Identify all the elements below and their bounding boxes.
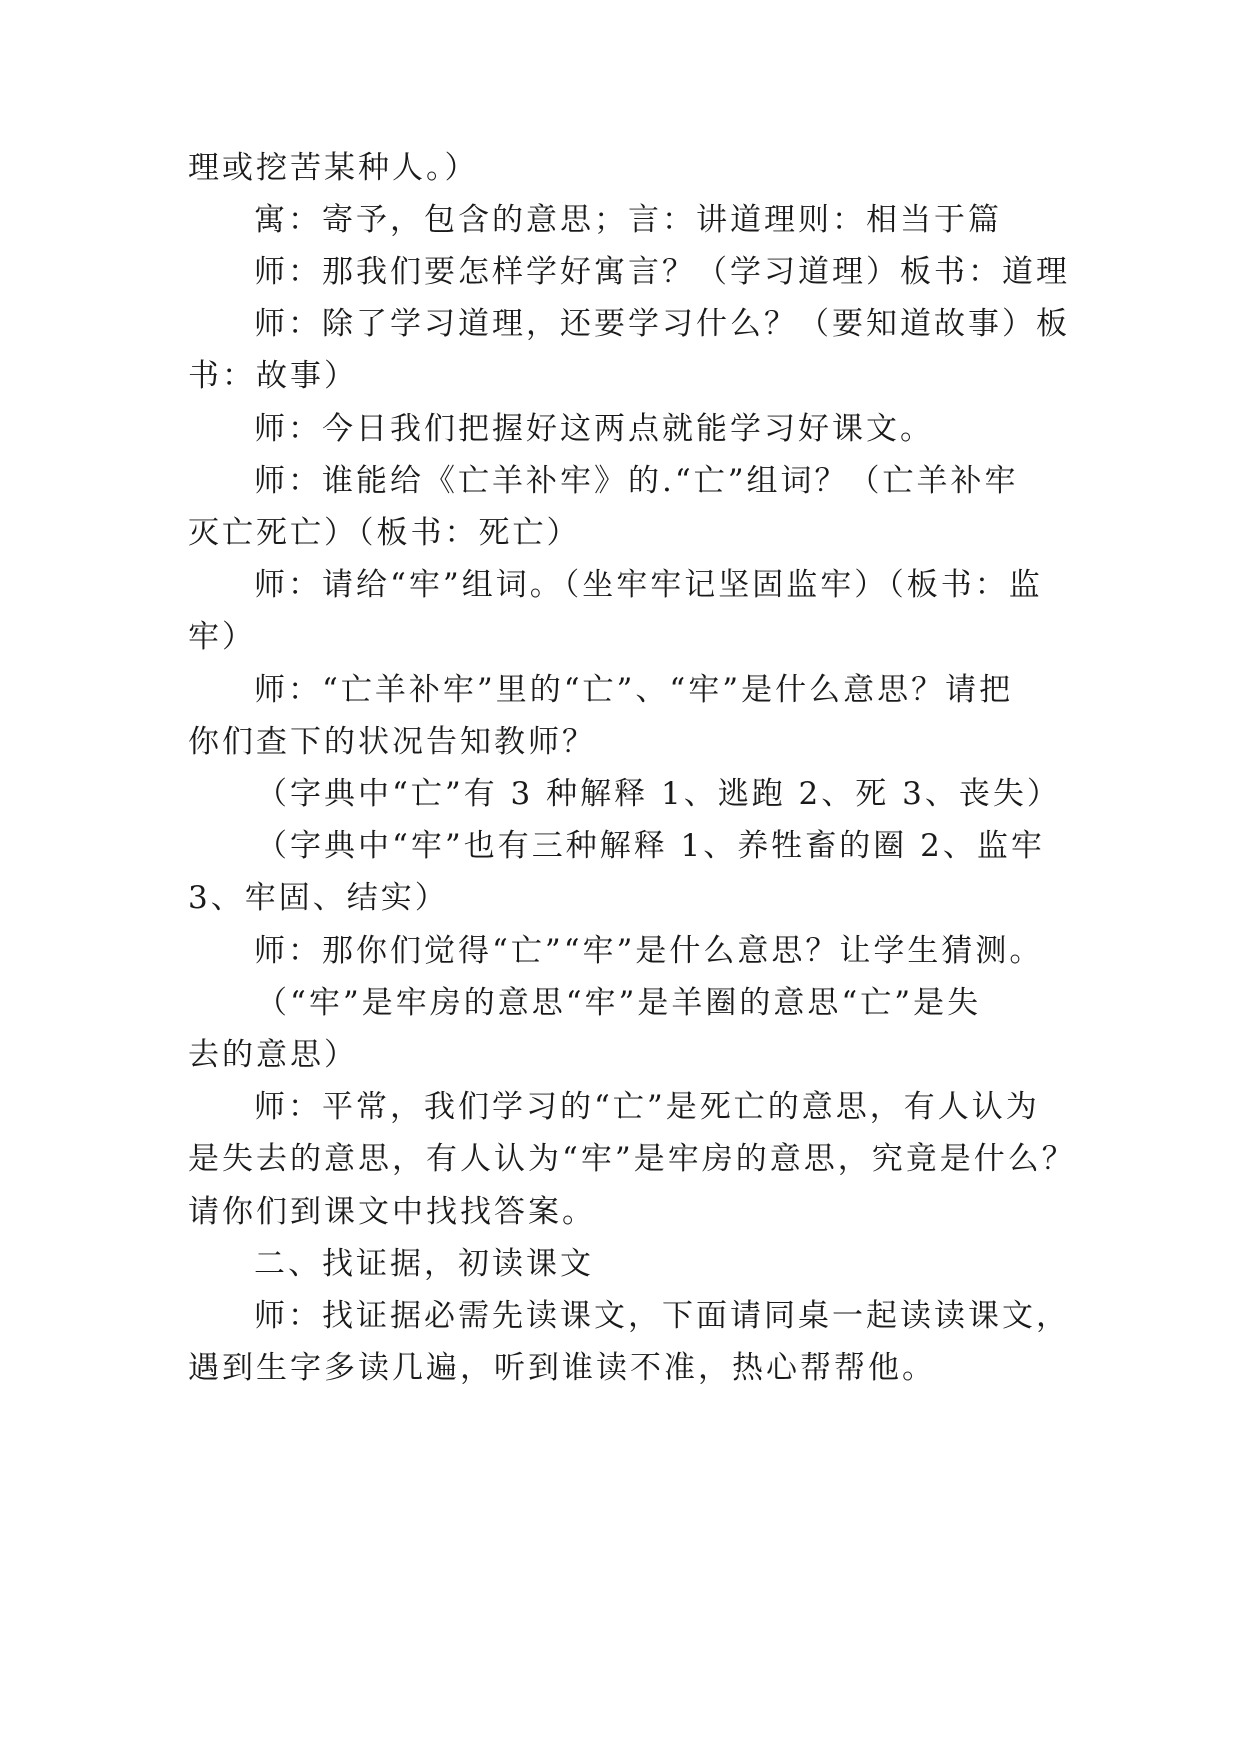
paragraph-line: 你们查下的状况告知教师？ xyxy=(188,724,596,760)
paragraph-line: 师：“亡羊补牢”里的“亡”、“牢”是什么意思？请把 xyxy=(254,672,1014,708)
paragraph-line: 是失去的意思，有人认为“牢”是牢房的意思，究竟是什么？ xyxy=(188,1141,1076,1177)
paragraph-line: 遇到生字多读几遍，听到谁读不准，热心帮帮他。 xyxy=(188,1350,936,1386)
paragraph-line: 请你们到课文中找找答案。 xyxy=(188,1194,596,1230)
paragraph-line: 师：那我们要怎样学好寓言？（学习道理）板书：道理 xyxy=(254,254,1070,290)
paragraph-line: 3、牢固、结实） xyxy=(188,880,449,916)
paragraph-line: 灭亡死亡）（板书：死亡） xyxy=(188,515,581,551)
paragraph-line: 师：请给“牢”组词。（坐牢牢记坚固监牢）（板书：监 xyxy=(254,567,1043,603)
paragraph-line: 理或挖苦某种人。） xyxy=(188,150,479,186)
paragraph-line: 师：今日我们把握好这两点就能学习好课文。 xyxy=(254,411,934,447)
paragraph-line: 牢） xyxy=(188,619,256,655)
paragraph-line: 师：平常，我们学习的“亡”是死亡的意思，有人认为 xyxy=(254,1089,1040,1125)
paragraph-line: 去的意思） xyxy=(188,1037,358,1073)
paragraph-line: （“牢”是牢房的意思“牢”是羊圈的意思“亡”是失 xyxy=(256,985,982,1021)
paragraph-line: 书：故事） xyxy=(188,358,358,394)
paragraph-line: （字典中“牢”也有三种解释 1、养牲畜的圈 2、监牢 xyxy=(256,828,1045,864)
paragraph-line: 师：找证据必需先读课文，下面请同桌一起读读课文， xyxy=(254,1298,1070,1334)
paragraph-line: 师：那你们觉得“亡”“牢”是什么意思？让学生猜测。 xyxy=(254,933,1044,969)
section-heading: 二、找证据，初读课文 xyxy=(254,1246,594,1282)
paragraph-line: （字典中“亡”有 3 种解释 1、逃跑 2、死 3、丧失） xyxy=(256,776,1061,812)
paragraph-line: 寓：寄予，包含的意思；言：讲道理则：相当于篇 xyxy=(254,202,1002,238)
paragraph-line: 师：谁能给《亡羊补牢》的.“亡”组词？（亡羊补牢 xyxy=(254,463,1019,499)
paragraph-line: 师：除了学习道理，还要学习什么？（要知道故事）板 xyxy=(254,306,1070,342)
